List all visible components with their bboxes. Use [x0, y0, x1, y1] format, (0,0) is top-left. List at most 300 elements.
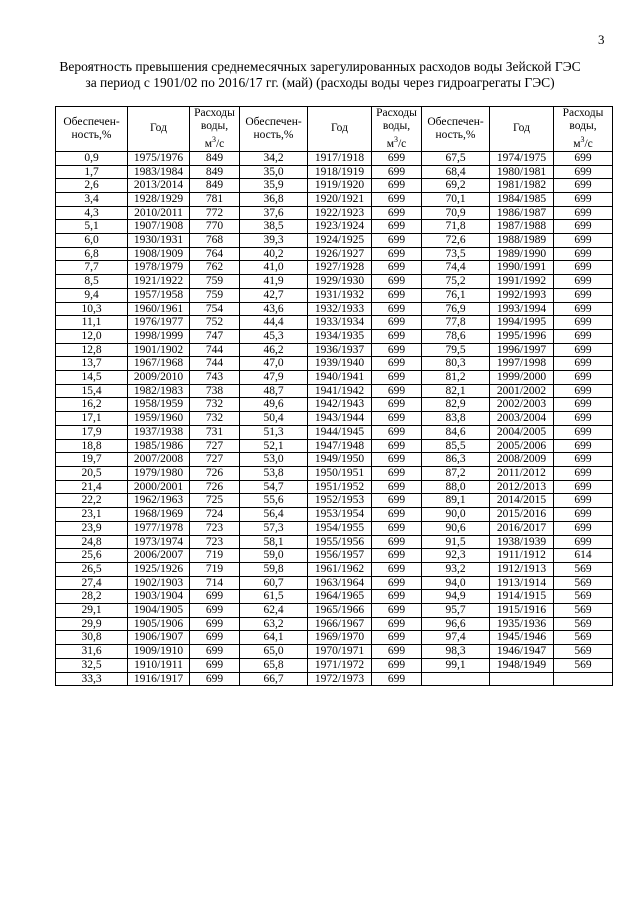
cell-flow: 569: [554, 604, 613, 618]
cell-probability: 69,2: [422, 179, 490, 193]
cell-probability: 17,1: [56, 412, 128, 426]
cell-probability: 68,4: [422, 165, 490, 179]
cell-year: 2006/2007: [128, 549, 190, 563]
cell-year: 1992/1993: [490, 288, 554, 302]
cell-probability: 23,1: [56, 508, 128, 522]
cell-flow: 762: [190, 261, 240, 275]
cell-year: 1955/1956: [308, 535, 372, 549]
cell-flow: 699: [372, 357, 422, 371]
cell-flow: 699: [372, 247, 422, 261]
cell-year: 1929/1930: [308, 275, 372, 289]
cell-year: 1933/1934: [308, 316, 372, 330]
cell-year: 1919/1920: [308, 179, 372, 193]
cell-probability: 28,2: [56, 590, 128, 604]
cell-probability: 47,9: [240, 371, 308, 385]
cell-year: 1903/1904: [128, 590, 190, 604]
cell-probability: 24,8: [56, 535, 128, 549]
cell-probability: 86,3: [422, 453, 490, 467]
cell-probability: 27,4: [56, 576, 128, 590]
cell-probability: 4,3: [56, 206, 128, 220]
cell-flow: 699: [554, 247, 613, 261]
cell-probability: 29,1: [56, 604, 128, 618]
table-row: [56, 371, 613, 385]
cell-flow: 699: [372, 151, 422, 165]
cell-flow: 724: [190, 508, 240, 522]
cell-flow: 732: [190, 412, 240, 426]
cell-probability: 38,5: [240, 220, 308, 234]
cell-flow: 699: [554, 151, 613, 165]
cell-probability: 79,5: [422, 343, 490, 357]
cell-year: 1908/1909: [128, 247, 190, 261]
cell-year: [490, 672, 554, 686]
cell-flow: 699: [372, 329, 422, 343]
cell-year: 1931/1932: [308, 288, 372, 302]
page-number: 3: [598, 32, 605, 47]
table-row: [56, 645, 613, 659]
table-row: [56, 508, 613, 522]
cell-flow: 699: [372, 261, 422, 275]
cell-year: 2014/2015: [490, 494, 554, 508]
cell-probability: 92,3: [422, 549, 490, 563]
cell-flow: 747: [190, 329, 240, 343]
cell-year: 1963/1964: [308, 576, 372, 590]
table-row: [56, 439, 613, 453]
title-line-2: за период с 1901/02 по 2016/17 гг. (май) (расходы воды через гидроагрегаты ГЭС): [85, 74, 555, 90]
cell-probability: 8,5: [56, 275, 128, 289]
cell-year: 1952/1953: [308, 494, 372, 508]
cell-probability: 0,9: [56, 151, 128, 165]
table-row: [56, 206, 613, 220]
cell-flow: 731: [190, 425, 240, 439]
cell-year: 1928/1929: [128, 192, 190, 206]
table-body: [56, 151, 613, 685]
cell-flow: 699: [372, 371, 422, 385]
cell-year: 1950/1951: [308, 467, 372, 481]
cell-probability: 73,5: [422, 247, 490, 261]
cell-year: 2013/2014: [128, 179, 190, 193]
cell-probability: 34,2: [240, 151, 308, 165]
cell-flow: 699: [372, 343, 422, 357]
cell-year: 2015/2016: [490, 508, 554, 522]
cell-year: 1981/1982: [490, 179, 554, 193]
cell-year: 1926/1927: [308, 247, 372, 261]
cell-probability: 60,7: [240, 576, 308, 590]
cell-probability: 52,1: [240, 439, 308, 453]
cell-year: 1990/1991: [490, 261, 554, 275]
cell-flow: 569: [554, 631, 613, 645]
cell-probability: 43,6: [240, 302, 308, 316]
cell-year: 1909/1910: [128, 645, 190, 659]
cell-probability: 46,2: [240, 343, 308, 357]
header-flow: Расходы воды, $м^3/с$: [554, 107, 613, 152]
cell-flow: 699: [554, 480, 613, 494]
cell-year: 1954/1955: [308, 521, 372, 535]
cell-year: 1923/1924: [308, 220, 372, 234]
cell-year: 2012/2013: [490, 480, 554, 494]
cell-year: 1957/1958: [128, 288, 190, 302]
cell-year: 1984/1985: [490, 192, 554, 206]
cell-probability: 81,2: [422, 371, 490, 385]
cell-flow: 699: [190, 672, 240, 686]
cell-probability: 23,9: [56, 521, 128, 535]
table-row: [56, 261, 613, 275]
cell-flow: [554, 672, 613, 686]
cell-year: 1993/1994: [490, 302, 554, 316]
cell-flow: 764: [190, 247, 240, 261]
cell-probability: 48,7: [240, 384, 308, 398]
cell-year: 1999/2000: [490, 371, 554, 385]
cell-probability: 6,8: [56, 247, 128, 261]
cell-probability: 45,3: [240, 329, 308, 343]
cell-probability: 87,2: [422, 467, 490, 481]
cell-probability: 72,6: [422, 234, 490, 248]
cell-year: 1967/1968: [128, 357, 190, 371]
cell-year: 1935/1936: [490, 617, 554, 631]
table-row: [56, 384, 613, 398]
cell-flow: 569: [554, 658, 613, 672]
cell-probability: 37,6: [240, 206, 308, 220]
document-title: [40, 59, 600, 90]
header-year: Год: [490, 107, 554, 152]
cell-probability: 17,9: [56, 425, 128, 439]
cell-probability: 3,4: [56, 192, 128, 206]
table-row: [56, 316, 613, 330]
cell-flow: 699: [372, 275, 422, 289]
cell-flow: 699: [554, 302, 613, 316]
cell-probability: 90,6: [422, 521, 490, 535]
cell-flow: 849: [190, 179, 240, 193]
cell-year: 1915/1916: [490, 604, 554, 618]
cell-year: 1927/1928: [308, 261, 372, 275]
cell-year: 1996/1997: [490, 343, 554, 357]
cell-flow: 699: [554, 316, 613, 330]
cell-probability: 63,2: [240, 617, 308, 631]
cell-flow: 699: [372, 508, 422, 522]
cell-flow: 699: [554, 206, 613, 220]
cell-year: 1944/1945: [308, 425, 372, 439]
cell-probability: 9,4: [56, 288, 128, 302]
cell-probability: 40,2: [240, 247, 308, 261]
cell-year: 1959/1960: [128, 412, 190, 426]
cell-flow: 614: [554, 549, 613, 563]
cell-probability: 32,5: [56, 658, 128, 672]
cell-flow: 699: [372, 480, 422, 494]
cell-year: 1907/1908: [128, 220, 190, 234]
cell-flow: 699: [554, 165, 613, 179]
cell-flow: 699: [554, 234, 613, 248]
table-row: [56, 151, 613, 165]
cell-probability: 15,4: [56, 384, 128, 398]
header-flow: Расходы воды, $м^3/с$: [372, 107, 422, 152]
cell-probability: 61,5: [240, 590, 308, 604]
cell-flow: 699: [554, 535, 613, 549]
cell-flow: 699: [372, 288, 422, 302]
cell-probability: 6,0: [56, 234, 128, 248]
probability-table: [55, 106, 613, 686]
cell-probability: 13,7: [56, 357, 128, 371]
cell-probability: 99,1: [422, 658, 490, 672]
cell-year: 1989/1990: [490, 247, 554, 261]
cell-year: 2008/2009: [490, 453, 554, 467]
cell-year: 1964/1965: [308, 590, 372, 604]
cell-probability: 53,8: [240, 467, 308, 481]
cell-probability: 33,3: [56, 672, 128, 686]
cell-probability: 57,3: [240, 521, 308, 535]
cell-probability: 25,6: [56, 549, 128, 563]
cell-flow: 699: [554, 439, 613, 453]
table-row: [56, 234, 613, 248]
cell-probability: 78,6: [422, 329, 490, 343]
table-row: [56, 658, 613, 672]
cell-year: 1947/1948: [308, 439, 372, 453]
cell-year: 1938/1939: [490, 535, 554, 549]
cell-year: 1943/1944: [308, 412, 372, 426]
cell-probability: 80,3: [422, 357, 490, 371]
table-row: [56, 343, 613, 357]
cell-year: 1937/1938: [128, 425, 190, 439]
table-row: [56, 302, 613, 316]
cell-probability: 67,5: [422, 151, 490, 165]
cell-probability: 21,4: [56, 480, 128, 494]
table-row: [56, 425, 613, 439]
cell-year: 1968/1969: [128, 508, 190, 522]
cell-probability: 56,4: [240, 508, 308, 522]
cell-flow: 699: [372, 398, 422, 412]
cell-year: 1982/1983: [128, 384, 190, 398]
cell-year: 1966/1967: [308, 617, 372, 631]
cell-probability: 58,1: [240, 535, 308, 549]
cell-flow: 699: [372, 206, 422, 220]
cell-probability: 55,6: [240, 494, 308, 508]
table-row: [56, 562, 613, 576]
table-row: [56, 617, 613, 631]
cell-probability: 84,6: [422, 425, 490, 439]
cell-probability: 11,1: [56, 316, 128, 330]
cell-flow: 699: [372, 302, 422, 316]
cell-flow: 699: [190, 645, 240, 659]
cell-flow: 726: [190, 480, 240, 494]
cell-flow: 719: [190, 549, 240, 563]
cell-flow: 699: [372, 494, 422, 508]
cell-flow: 699: [554, 398, 613, 412]
cell-probability: 65,8: [240, 658, 308, 672]
cell-flow: 849: [190, 151, 240, 165]
cell-probability: 77,8: [422, 316, 490, 330]
cell-year: 2011/2012: [490, 467, 554, 481]
cell-probability: 70,1: [422, 192, 490, 206]
cell-flow: 849: [190, 165, 240, 179]
cell-probability: 30,8: [56, 631, 128, 645]
cell-flow: 726: [190, 467, 240, 481]
cell-year: 1924/1925: [308, 234, 372, 248]
header-flow: Расходы воды, $м^3/с$: [190, 107, 240, 152]
cell-flow: 699: [554, 275, 613, 289]
cell-probability: 22,2: [56, 494, 128, 508]
cell-probability: 20,5: [56, 467, 128, 481]
cell-year: 1971/1972: [308, 658, 372, 672]
table-row: [56, 329, 613, 343]
table-row: [56, 480, 613, 494]
cell-flow: 719: [190, 562, 240, 576]
cell-year: 1904/1905: [128, 604, 190, 618]
cell-flow: 699: [554, 343, 613, 357]
cell-probability: 18,8: [56, 439, 128, 453]
cell-year: 1910/1911: [128, 658, 190, 672]
cell-year: 1961/1962: [308, 562, 372, 576]
table-row: [56, 494, 613, 508]
cell-flow: 699: [372, 220, 422, 234]
cell-probability: 7,7: [56, 261, 128, 275]
title-line-1: Вероятность превышения среднемесячных зарегулированных расходов воды Зейской ГЭС: [59, 59, 581, 74]
cell-probability: 93,2: [422, 562, 490, 576]
cell-flow: 569: [554, 590, 613, 604]
cell-year: 1916/1917: [128, 672, 190, 686]
cell-year: 1994/1995: [490, 316, 554, 330]
cell-flow: 699: [554, 179, 613, 193]
cell-flow: 699: [372, 645, 422, 659]
cell-probability: 83,8: [422, 412, 490, 426]
cell-year: 1946/1947: [490, 645, 554, 659]
cell-probability: 82,9: [422, 398, 490, 412]
cell-probability: 74,4: [422, 261, 490, 275]
cell-flow: 699: [190, 658, 240, 672]
cell-probability: 54,7: [240, 480, 308, 494]
cell-flow: 738: [190, 384, 240, 398]
cell-probability: 50,4: [240, 412, 308, 426]
cell-probability: 26,5: [56, 562, 128, 576]
cell-year: 1914/1915: [490, 590, 554, 604]
cell-probability: 94,0: [422, 576, 490, 590]
cell-probability: 14,5: [56, 371, 128, 385]
cell-probability: 66,7: [240, 672, 308, 686]
cell-probability: 36,8: [240, 192, 308, 206]
cell-flow: 699: [554, 261, 613, 275]
cell-probability: 44,4: [240, 316, 308, 330]
cell-year: 1977/1978: [128, 521, 190, 535]
table-row: [56, 453, 613, 467]
cell-flow: 781: [190, 192, 240, 206]
cell-year: 1920/1921: [308, 192, 372, 206]
cell-year: 1939/1940: [308, 357, 372, 371]
cell-flow: 752: [190, 316, 240, 330]
cell-year: 1940/1941: [308, 371, 372, 385]
cell-flow: 699: [372, 576, 422, 590]
cell-probability: 91,5: [422, 535, 490, 549]
cell-probability: 95,7: [422, 604, 490, 618]
table-row: [56, 521, 613, 535]
cell-probability: 88,0: [422, 480, 490, 494]
cell-year: 1979/1980: [128, 467, 190, 481]
cell-probability: 2,6: [56, 179, 128, 193]
cell-year: 1958/1959: [128, 398, 190, 412]
cell-year: 2002/2003: [490, 398, 554, 412]
cell-year: 1983/1984: [128, 165, 190, 179]
cell-year: 1995/1996: [490, 329, 554, 343]
cell-probability: 53,0: [240, 453, 308, 467]
cell-flow: 772: [190, 206, 240, 220]
cell-flow: 699: [372, 439, 422, 453]
cell-probability: 35,9: [240, 179, 308, 193]
table-row: [56, 549, 613, 563]
cell-probability: 65,0: [240, 645, 308, 659]
cell-year: 1980/1981: [490, 165, 554, 179]
cell-probability: 42,7: [240, 288, 308, 302]
cell-probability: 12,0: [56, 329, 128, 343]
cell-year: 1960/1961: [128, 302, 190, 316]
header-probability: Обеспечен- ность,%: [422, 107, 490, 152]
cell-flow: 699: [190, 590, 240, 604]
cell-year: 1936/1937: [308, 343, 372, 357]
cell-flow: 699: [554, 384, 613, 398]
cell-flow: 743: [190, 371, 240, 385]
cell-year: 1985/1986: [128, 439, 190, 453]
cell-year: 1974/1975: [490, 151, 554, 165]
cell-year: 1998/1999: [128, 329, 190, 343]
cell-flow: 699: [190, 617, 240, 631]
cell-year: 2000/2001: [128, 480, 190, 494]
cell-probability: 5,1: [56, 220, 128, 234]
cell-probability: 39,3: [240, 234, 308, 248]
cell-year: 1945/1946: [490, 631, 554, 645]
cell-year: 1987/1988: [490, 220, 554, 234]
cell-flow: 699: [554, 288, 613, 302]
table-row: [56, 412, 613, 426]
cell-probability: 47,0: [240, 357, 308, 371]
cell-probability: 76,1: [422, 288, 490, 302]
cell-probability: 62,4: [240, 604, 308, 618]
table-row: [56, 220, 613, 234]
cell-flow: 770: [190, 220, 240, 234]
cell-probability: 97,4: [422, 631, 490, 645]
cell-probability: 31,6: [56, 645, 128, 659]
cell-year: 1951/1952: [308, 480, 372, 494]
cell-year: 1934/1935: [308, 329, 372, 343]
table-row: [56, 631, 613, 645]
cell-year: 1906/1907: [128, 631, 190, 645]
table-row: [56, 590, 613, 604]
cell-flow: 699: [372, 672, 422, 686]
cell-year: 2004/2005: [490, 425, 554, 439]
header-year: Год: [308, 107, 372, 152]
cell-year: 1969/1970: [308, 631, 372, 645]
table-row: [56, 357, 613, 371]
cell-flow: 569: [554, 617, 613, 631]
cell-flow: 725: [190, 494, 240, 508]
cell-flow: 723: [190, 535, 240, 549]
cell-flow: 759: [190, 275, 240, 289]
cell-flow: 732: [190, 398, 240, 412]
cell-year: 2016/2017: [490, 521, 554, 535]
table-row: [56, 247, 613, 261]
cell-year: 1918/1919: [308, 165, 372, 179]
cell-probability: 75,2: [422, 275, 490, 289]
cell-year: 2003/2004: [490, 412, 554, 426]
cell-flow: 699: [372, 617, 422, 631]
cell-probability: 59,0: [240, 549, 308, 563]
cell-flow: 699: [190, 604, 240, 618]
cell-flow: 569: [554, 576, 613, 590]
table-row: [56, 179, 613, 193]
table-row: [56, 165, 613, 179]
cell-year: 1932/1933: [308, 302, 372, 316]
cell-flow: 723: [190, 521, 240, 535]
cell-flow: 727: [190, 453, 240, 467]
cell-year: 1930/1931: [128, 234, 190, 248]
cell-flow: 699: [372, 384, 422, 398]
cell-year: 1953/1954: [308, 508, 372, 522]
cell-flow: 699: [372, 658, 422, 672]
cell-probability: 49,6: [240, 398, 308, 412]
